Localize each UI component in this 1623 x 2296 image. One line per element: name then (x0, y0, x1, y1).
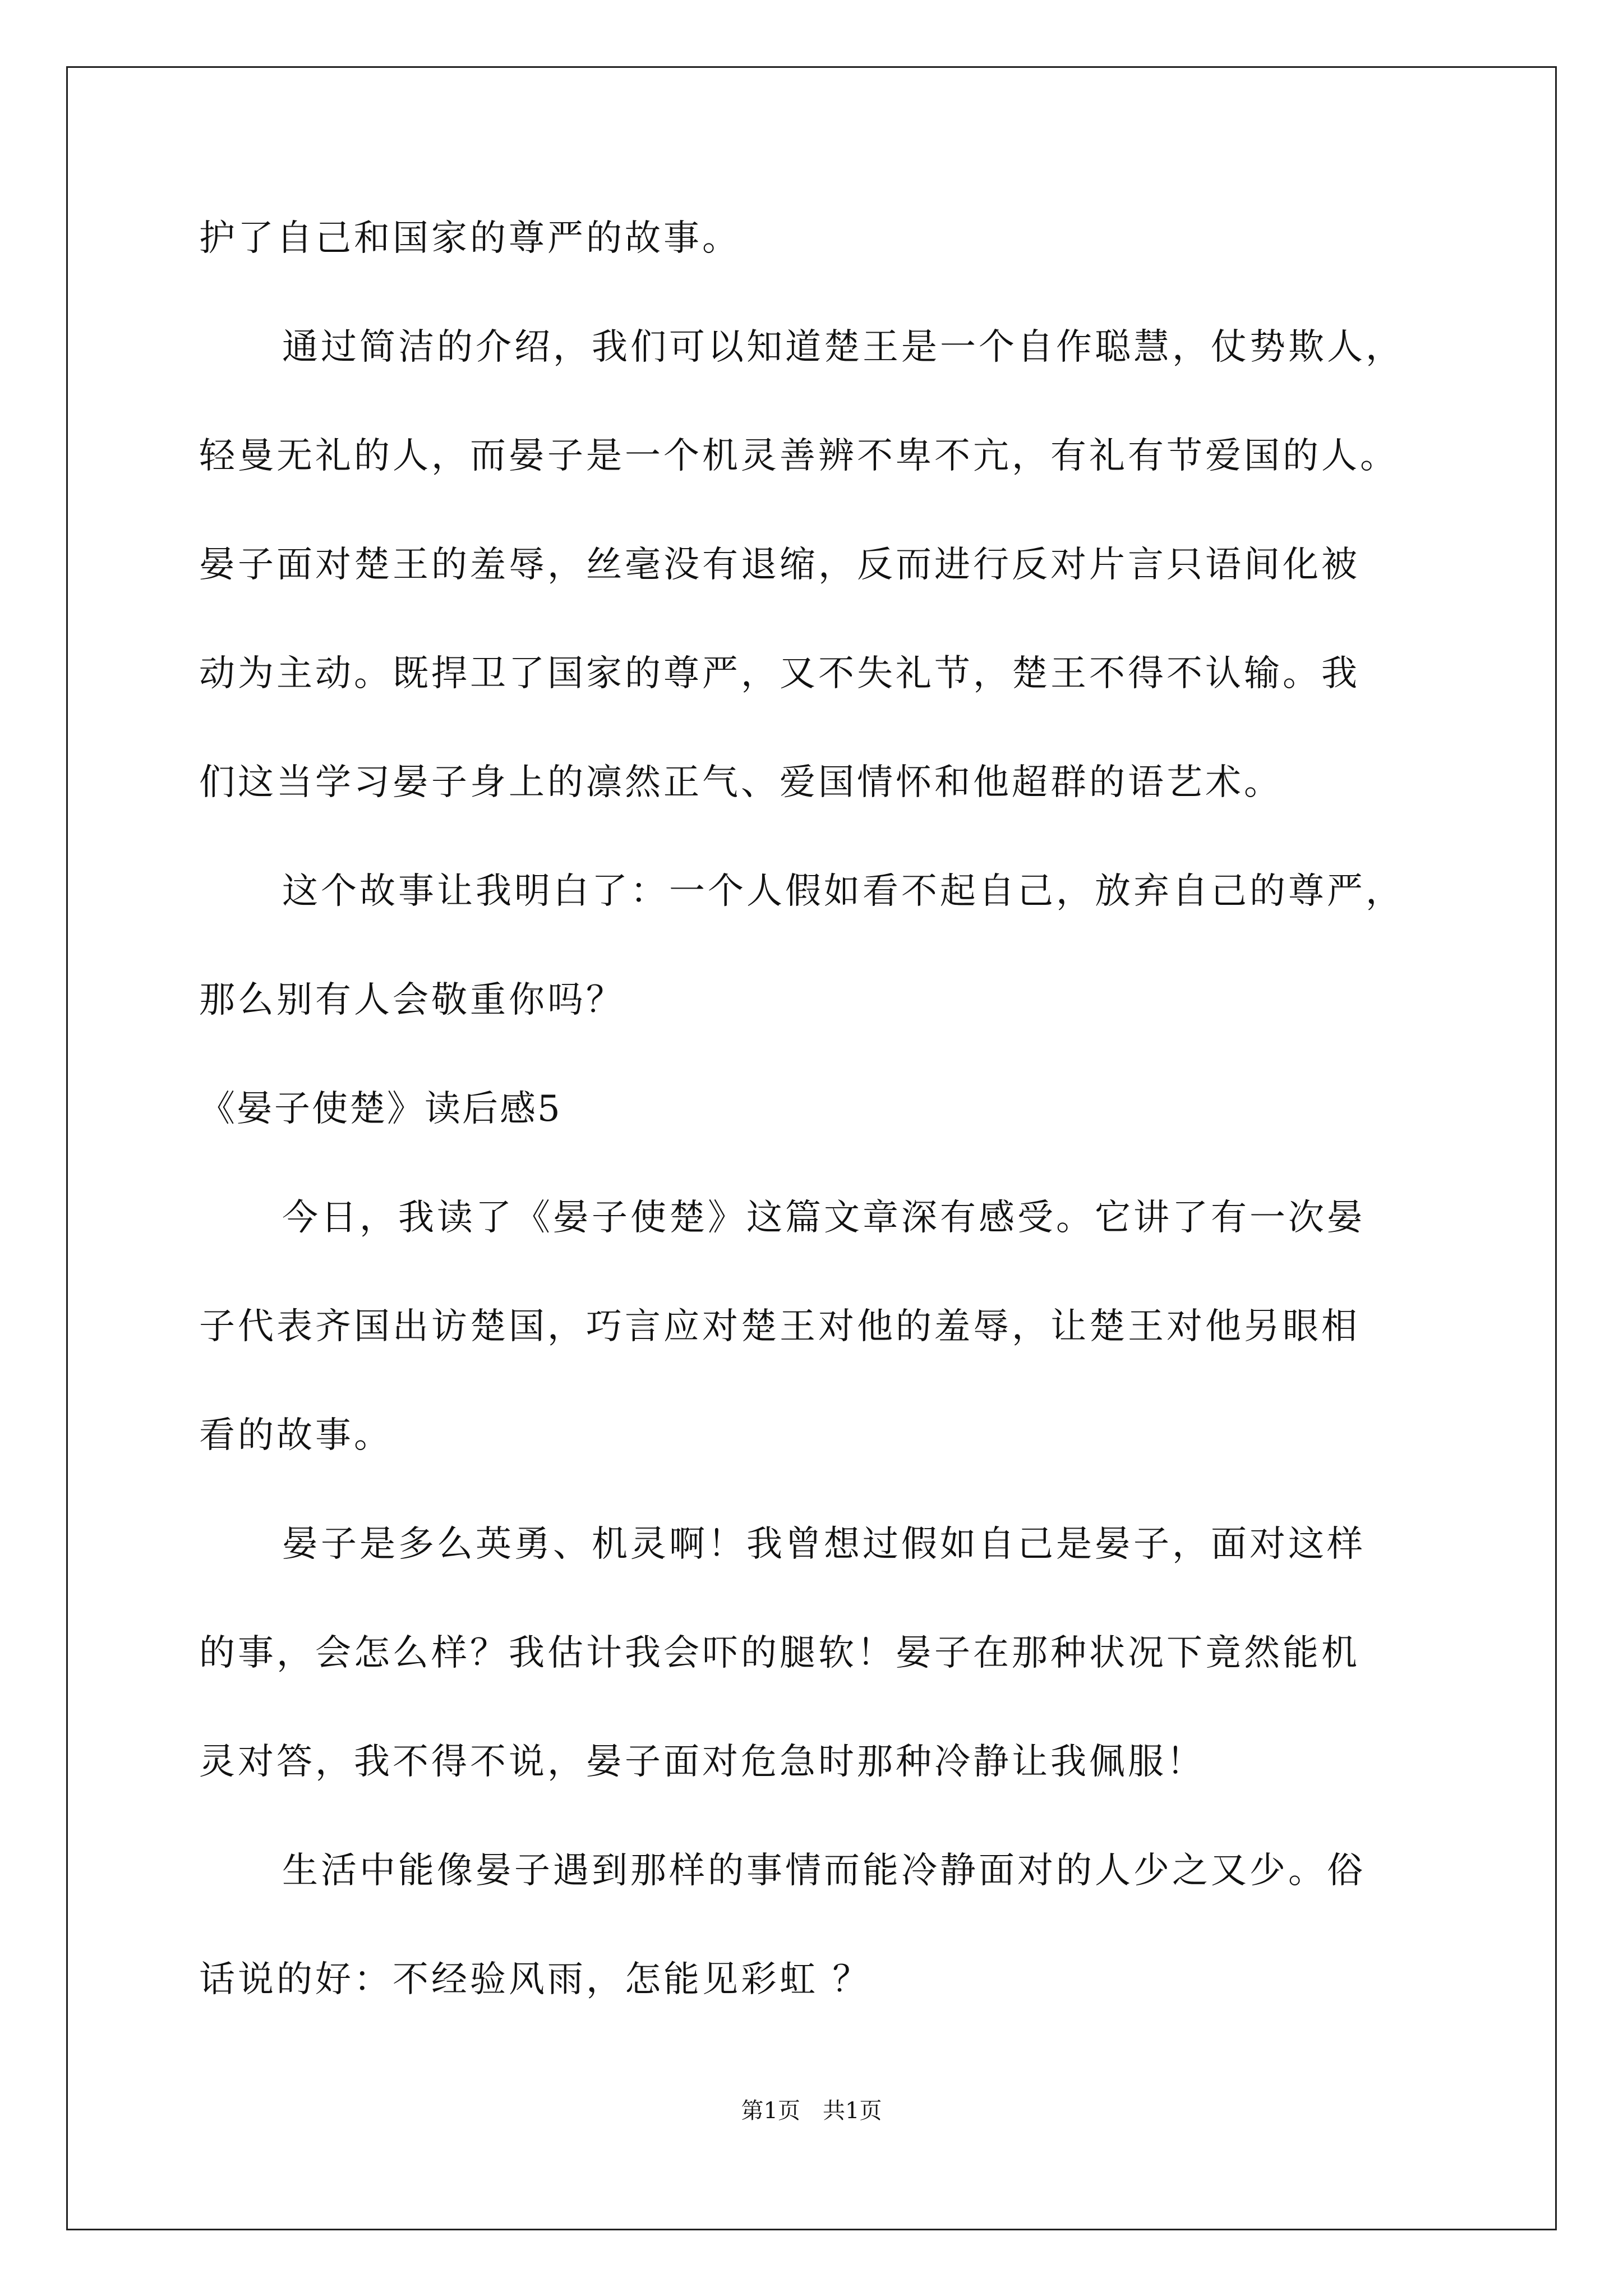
paragraph-line: 们这当学习晏子身上的凛然正气、爱国情怀和他超群的语艺术。 (199, 762, 1283, 803)
paragraph-line: 那么别有人会敬重你吗？ (199, 979, 625, 1021)
paragraph-line: 看的故事。 (199, 1415, 393, 1456)
paragraph-line: 轻曼无礼的人，而晏子是一个机灵善辨不卑不亢，有礼有节爱国的人。 (199, 435, 1399, 477)
paragraph-line: 动为主动。既捍卫了国家的尊严，又不失礼节，楚王不得不认输。我 (199, 653, 1360, 694)
paragraph-line: 话说的好：不经验风雨，怎能见彩虹 ？ (199, 1959, 872, 2000)
paragraph-line: 生活中能像晏子遇到那样的事情而能冷静面对的人少之又少。俗 (282, 1850, 1366, 1892)
document-body (199, 219, 1461, 2069)
paragraph-line: 灵对答，我不得不说，晏子面对危急时那种冷静让我佩服！ (199, 1741, 1205, 1783)
paragraph-line: 通过简洁的介绍，我们可以知道楚王是一个自作聪慧，仗势欺人， (282, 326, 1404, 368)
paragraph-line: 子代表齐国出访楚国，巧言应对楚王对他的羞辱，让楚王对他另眼相 (199, 1306, 1360, 1347)
paragraph-line: 晏子是多么英勇、机灵啊！我曾想过假如自己是晏子，面对这样 (282, 1524, 1366, 1565)
paragraph-line: 护了自己和国家的尊严的故事。 (199, 218, 741, 259)
paragraph-line: 的事，会怎么样？我估计我会吓的腿软！晏子在那种状况下竟然能机 (199, 1632, 1360, 1674)
section-heading: 《晏子使楚》读后感5 (199, 1088, 562, 1130)
paragraph-line: 这个故事让我明白了：一个人假如看不起自己，放弃自己的尊严， (282, 871, 1404, 912)
paragraph-line: 今日，我读了《晏子使楚》这篇文章深有感受。它讲了有一次晏 (282, 1197, 1366, 1239)
paragraph-line: 晏子面对楚王的羞辱，丝毫没有退缩，反而进行反对片言只语间化被 (199, 544, 1360, 586)
page-number-footer: 第1页 共1页 (741, 2098, 882, 2124)
